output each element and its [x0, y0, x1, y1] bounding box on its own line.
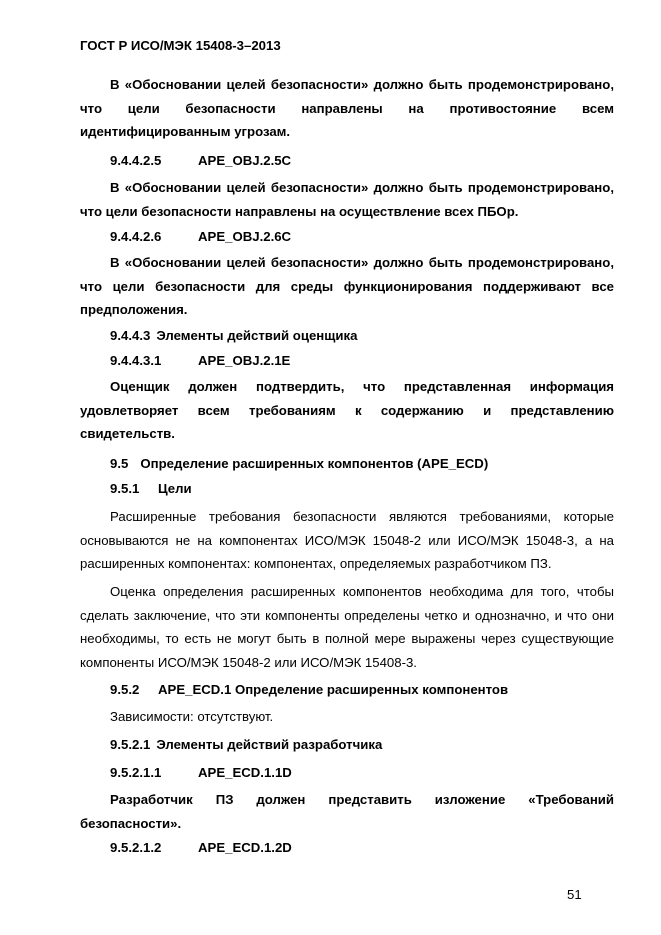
heading-ape-ecd-1-2d	[110, 838, 292, 858]
paragraph-evaluator-confirm: Оценщик должен подтвердить, что представленная информация удовлетворяет всем требованиям к содержанию и представлению свидетельств.	[80, 379, 614, 441]
heading-section-9-5-2	[110, 680, 508, 700]
paragraph-extended-requirements: Расширенные требования безопасности являются требованиями, которые основываются не на компонентах ИСО/МЭК 15048-2 или ИСО/МЭК 15048-3, а на расширенных компонентах: компонентах, определяемых разработчиком ПЗ.	[80, 509, 614, 571]
heading-text: Элементы действий оценщика	[156, 328, 358, 343]
paragraph-developer-present: Разработчик ПЗ должен представить изложение «Требований безопасности».	[80, 792, 614, 831]
heading-number: 9.5.2	[110, 682, 140, 697]
heading-text: APE_OBJ.2.5C	[198, 153, 292, 168]
heading-number: 9.4.4.3.1	[110, 353, 162, 368]
heading-section-9-5	[110, 454, 488, 474]
page-number: 51	[567, 887, 582, 902]
heading-number: 9.5.2.1	[110, 737, 151, 752]
heading-text: APE_OBJ.2.1E	[198, 353, 291, 368]
heading-text: APE_ECD.1.2D	[198, 840, 292, 855]
heading-text: Определение расширенных компонентов (APE_ECD)	[140, 456, 489, 471]
heading-number: 9.5.1	[110, 481, 140, 496]
paragraph-objectives-pbor: В «Обосновании целей безопасности» должно быть продемонстрировано, что цели безопасности направлены на осуществление всех ПБОр.	[80, 180, 614, 219]
heading-text: Цели	[158, 481, 192, 496]
heading-text: APE_ECD.1 Определение расширенных компонентов	[158, 682, 509, 697]
heading-ape-obj-2-1e	[110, 351, 290, 371]
heading-number: 9.5	[110, 456, 129, 471]
paragraph-extended-evaluation: Оценка определения расширенных компонентов необходима для того, чтобы сделать заключение, что эти компоненты определены четко и однозначно, и что они необходимы, то есть не могут быть в полной мере выражены через существующие компоненты ИСО/МЭК 15048-2 или ИСО/МЭК 15408-3.	[80, 584, 614, 670]
heading-number: 9.4.4.2.5	[110, 153, 162, 168]
heading-number: 9.5.2.1.1	[110, 765, 162, 780]
heading-ape-obj-2-5c	[110, 151, 291, 171]
heading-text: APE_ECD.1.1D	[198, 765, 292, 780]
heading-number: 9.4.4.3	[110, 328, 151, 343]
heading-text: APE_OBJ.2.6C	[198, 229, 292, 244]
heading-section-9-5-1	[110, 479, 192, 499]
heading-number: 9.5.2.1.2	[110, 840, 162, 855]
paragraph-dependencies: Зависимости: отсутствуют.	[110, 709, 274, 724]
document-header: ГОСТ Р ИСО/МЭК 15408-3–2013	[80, 38, 281, 53]
heading-ape-ecd-1-1d	[110, 763, 292, 783]
heading-number: 9.4.4.2.6	[110, 229, 162, 244]
heading-text: Элементы действий разработчика	[156, 737, 383, 752]
heading-evaluator-actions	[110, 326, 357, 346]
paragraph-objectives-threats: В «Обосновании целей безопасности» должно быть продемонстрировано, что цели безопасности направлены на противостояние всем идентифицированным угрозам.	[80, 77, 614, 139]
heading-developer-actions	[110, 735, 382, 755]
heading-ape-obj-2-6c	[110, 227, 291, 247]
paragraph-objectives-assumptions: В «Обосновании целей безопасности» должно быть продемонстрировано, что цели безопасности для среды функционирования поддерживают все предположения.	[80, 255, 614, 317]
